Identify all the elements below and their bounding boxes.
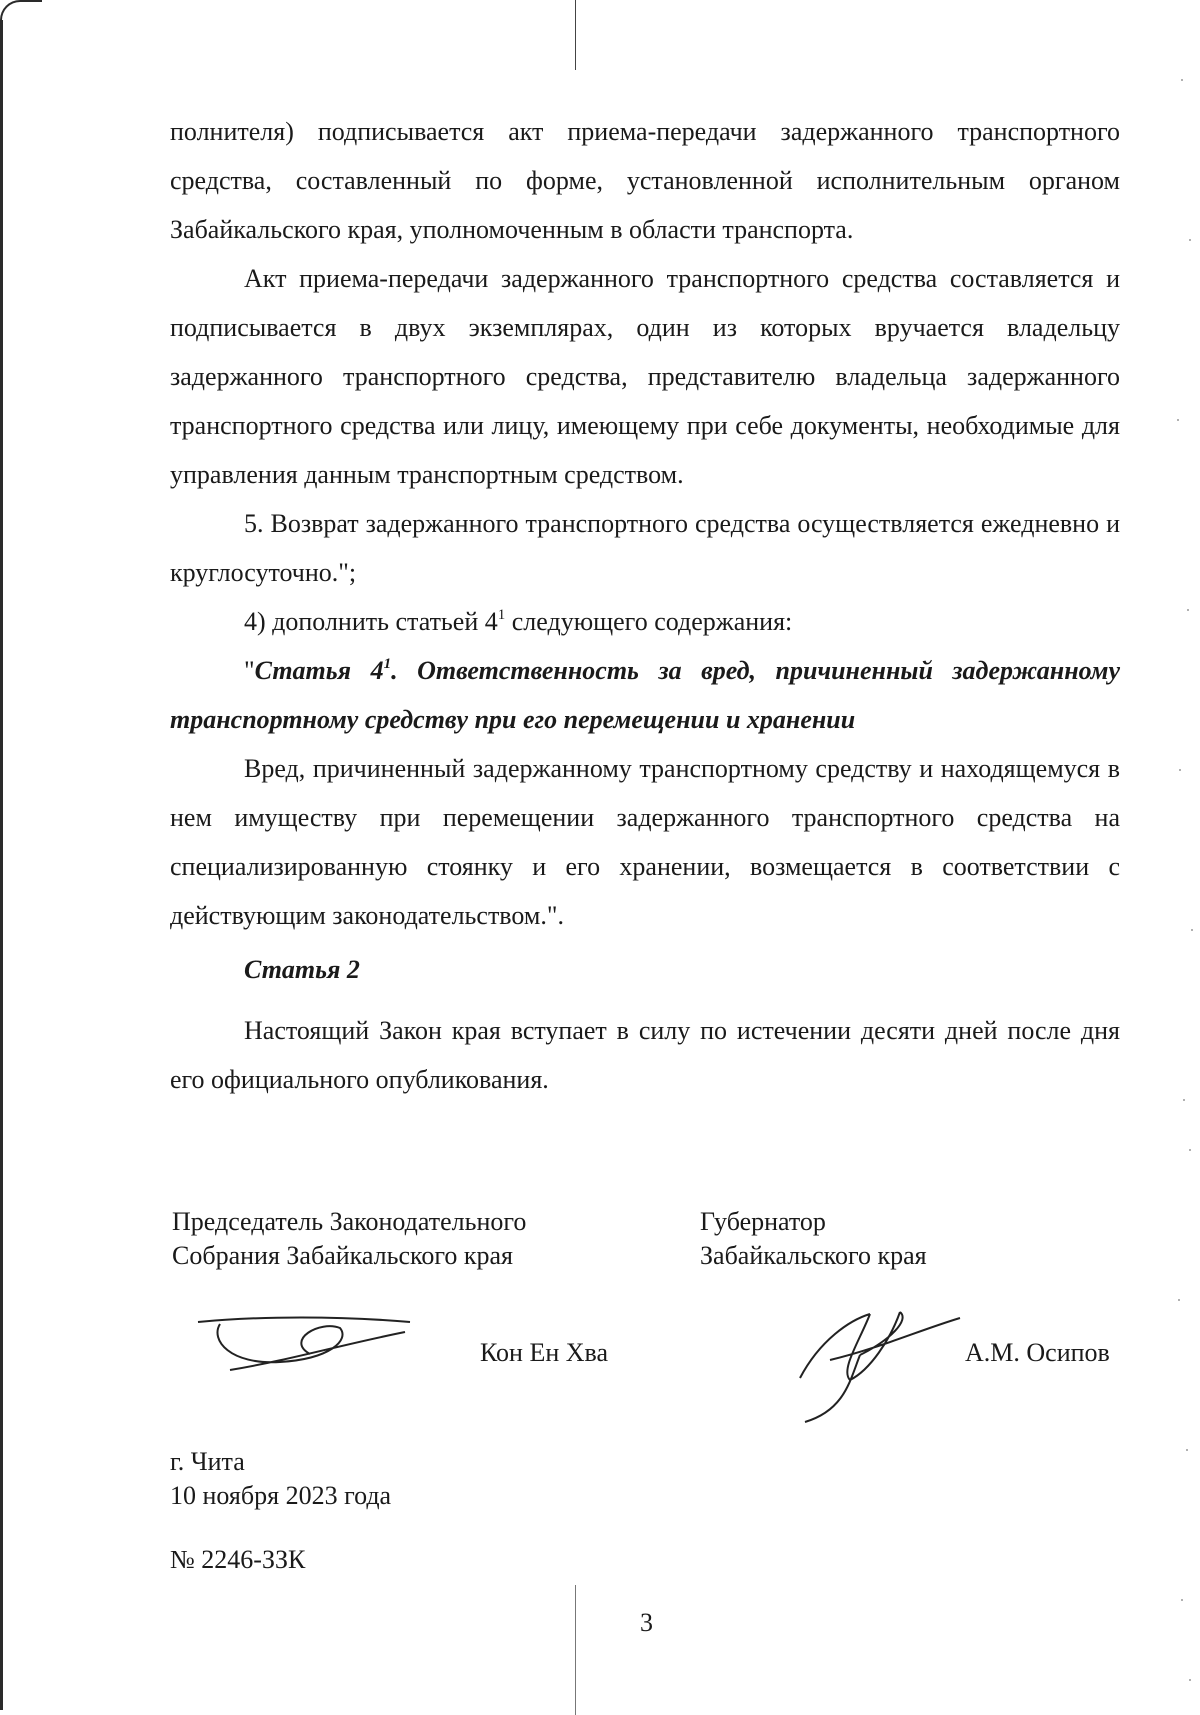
scan-edge-left <box>0 20 3 1710</box>
article-heading <box>170 646 1120 744</box>
left-title-line-2: Собрания Забайкальского края <box>172 1241 513 1270</box>
right-title-line-2: Забайкальского края <box>700 1241 927 1270</box>
right-signature <box>790 1300 970 1430</box>
law-number: № 2246-ЗЗК <box>170 1545 306 1574</box>
city: г. Чита <box>170 1447 245 1476</box>
article-heading-start: Статья 4 <box>254 656 384 685</box>
left-signature <box>190 1310 420 1390</box>
article-2-title: Статья 2 <box>244 955 360 984</box>
paragraph-1: полнителя) подписывается акт приема-передачи задержанного транспортного средства, составленный по форме, установленной исполнительным органом Забайкальского края, уполномоченным в области транспорта. <box>170 117 1120 244</box>
article-heading-superscript: 1 <box>383 656 392 672</box>
body-text <box>170 107 1120 940</box>
paragraph-5: Вред, причиненный задержанному транспортному средству и находящемуся в нем имуществу при перемещении задержанного транспортного средства на специализированную стоянку и его хранении, возмещается в соответствии с действующим законодательством.". <box>170 754 1120 930</box>
paragraph-4-start: 4) дополнить статьей 4 <box>244 607 498 636</box>
right-signatory-name: А.М. Осипов <box>965 1338 1110 1367</box>
fold-line-bottom <box>575 1585 576 1715</box>
right-title-line-1: Губернатор <box>700 1207 826 1236</box>
left-title-line-1: Председатель Законодательного <box>172 1207 527 1236</box>
right-signatory-title <box>700 1205 927 1273</box>
page-number: 3 <box>640 1608 653 1637</box>
article-heading-end: . Ответственность за вред, причиненный задержанному транспортному средству при его перемещении и хранении <box>170 656 1120 734</box>
law-date: 10 ноября 2023 года <box>170 1481 392 1510</box>
paragraph-4-superscript: 1 <box>497 607 506 623</box>
article-2-text: Настоящий Закон края вступает в силу по истечении десяти дней после дня его официального опубликования. <box>170 1016 1120 1094</box>
scan-noise <box>1170 0 1200 1715</box>
paragraph-2: Акт приема-передачи задержанного транспортного средства составляется и подписывается в двух экземплярах, один из которых вручается владельцу задержанного транспортного средства, представителю владельца задержанного транспортного средства или лицу, имеющему при себе документы, необходимые для управления данным транспортным средством. <box>170 264 1120 489</box>
paragraph-3: 5. Возврат задержанного транспортного средства осуществляется ежедневно и круглосуточно."; <box>170 509 1120 587</box>
article-heading-quote: " <box>244 656 255 685</box>
article-2-body <box>170 1006 1120 1104</box>
left-signatory-title <box>172 1205 526 1273</box>
scan-edge-corner <box>0 0 42 22</box>
paragraph-4 <box>170 597 1120 646</box>
fold-line-top <box>575 0 576 70</box>
left-signatory-name: Кон Ен Хва <box>480 1338 609 1367</box>
paragraph-4-end: следующего содержания: <box>505 607 793 636</box>
